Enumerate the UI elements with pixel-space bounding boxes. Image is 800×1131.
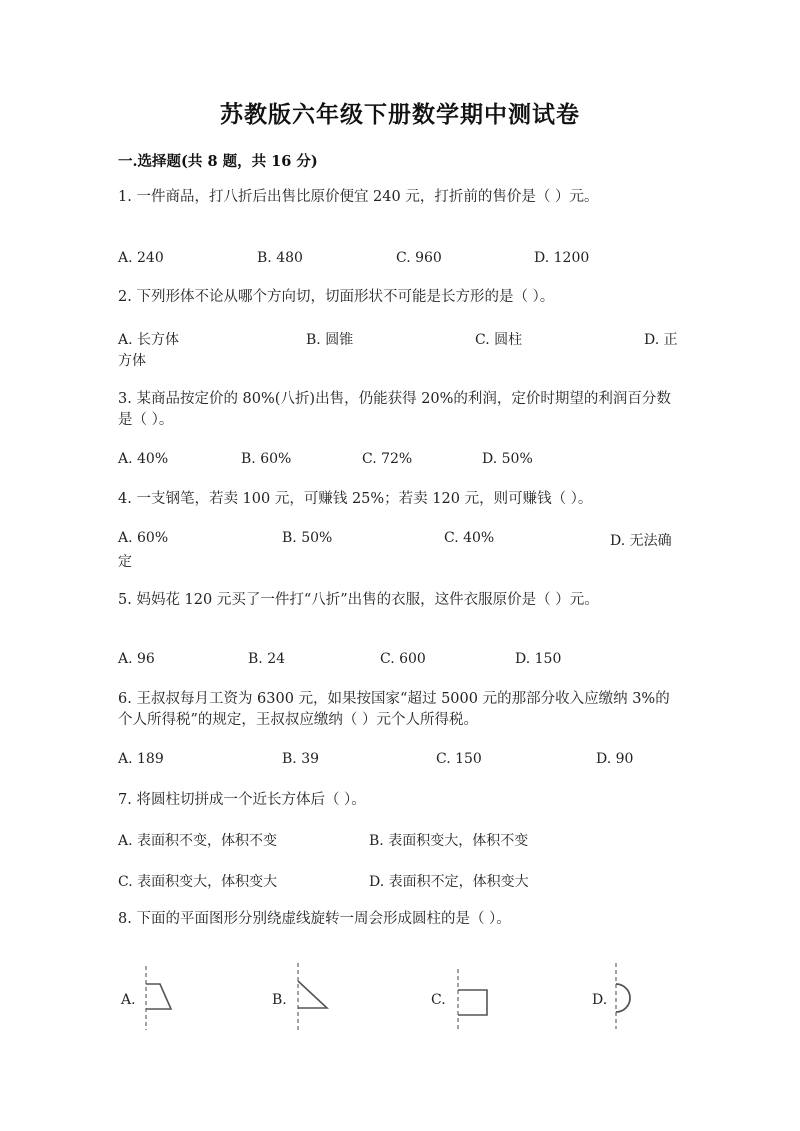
question-5: 5. 妈妈花 120 元买了一件打“八折”出售的衣服，这件衣服原价是（ ）元。 <box>118 592 599 608</box>
q4-option-d-wrap: 定 <box>118 554 132 570</box>
q8-figure-c-rectangle[interactable] <box>450 969 492 1029</box>
q2-option-d[interactable]: D. 正 <box>644 332 678 348</box>
q7-option-d[interactable]: D. 表面积不定，体积变大 <box>369 874 529 890</box>
q1-option-c[interactable]: C. 960 <box>396 250 442 266</box>
q2-option-d-wrap: 方体 <box>118 353 146 369</box>
q8-figure-d-semicircle[interactable] <box>608 963 642 1029</box>
q4-option-b[interactable]: B. 50% <box>282 530 333 546</box>
q6-option-a[interactable]: A. 189 <box>118 751 164 767</box>
q3-option-b[interactable]: B. 60% <box>241 451 292 467</box>
question-7: 7. 将圆柱切拼成一个近长方体后（ ）。 <box>118 792 366 808</box>
q3-option-c[interactable]: C. 72% <box>362 451 413 467</box>
q8-option-d[interactable]: D. <box>592 992 608 1008</box>
q6-option-b[interactable]: B. 39 <box>282 751 320 767</box>
q7-option-a[interactable]: A. 表面积不变，体积不变 <box>118 833 278 849</box>
q3-option-a[interactable]: A. 40% <box>118 451 169 467</box>
q8-option-a[interactable]: A. <box>121 992 136 1008</box>
q1-option-a[interactable]: A. 240 <box>118 250 164 266</box>
question-3: 3. 某商品按定价的 80%(八折)出售，仍能获得 20%的利润，定价时期望的利润百分数是（ ）。 <box>118 391 671 428</box>
q4-option-c[interactable]: C. 40% <box>444 530 495 546</box>
question-2: 2. 下列形体不论从哪个方向切，切面形状不可能是长方形的是（ ）。 <box>118 289 555 305</box>
q8-figure-a-trapezoid[interactable] <box>138 966 178 1030</box>
q7-option-c[interactable]: C. 表面积变大，体积变大 <box>118 874 278 890</box>
q7-option-b[interactable]: B. 表面积变大，体积不变 <box>369 833 529 849</box>
q5-option-c[interactable]: C. 600 <box>380 651 426 667</box>
q8-option-c[interactable]: C. <box>431 992 446 1008</box>
q5-option-d[interactable]: D. 150 <box>515 651 562 667</box>
q2-option-b[interactable]: B. 圆锥 <box>306 332 354 348</box>
q5-option-a[interactable]: A. 96 <box>118 651 155 667</box>
question-6: 6. 王叔叔每月工资为 6300 元，如果按国家“超过 5000 元的那部分收入应缴纳 3%的个人所得税”的规定，王叔叔应缴纳（ ）元个人所得税。 <box>118 691 670 728</box>
q8-figure-b-triangle[interactable] <box>289 963 333 1031</box>
q1-option-d[interactable]: D. 1200 <box>534 250 590 266</box>
q4-option-d[interactable]: D. 无法确 <box>610 533 672 549</box>
q1-option-b[interactable]: B. 480 <box>257 250 303 266</box>
question-4: 4. 一支钢笔，若卖 100 元，可赚钱 25%；若卖 120 元，则可赚钱（ ）。 <box>118 491 593 507</box>
q4-option-a[interactable]: A. 60% <box>118 530 169 546</box>
q6-option-c[interactable]: C. 150 <box>436 751 482 767</box>
question-8: 8. 下面的平面图形分别绕虚线旋转一周会形成圆柱的是（ ）。 <box>118 911 511 927</box>
q2-option-a[interactable]: A. 长方体 <box>118 332 180 348</box>
q2-option-c[interactable]: C. 圆柱 <box>475 332 523 348</box>
q6-option-d[interactable]: D. 90 <box>596 751 634 767</box>
q3-option-d[interactable]: D. 50% <box>482 451 533 467</box>
q5-option-b[interactable]: B. 24 <box>248 651 286 667</box>
page-title: 苏教版六年级下册数学期中测试卷 <box>220 101 580 128</box>
q8-option-b[interactable]: B. <box>272 992 287 1008</box>
section-heading: 一.选择题(共 8 题，共 16 分) <box>118 153 318 170</box>
question-1: 1. 一件商品，打八折后出售比原价便宜 240 元，打折前的售价是（ ）元。 <box>118 189 599 205</box>
